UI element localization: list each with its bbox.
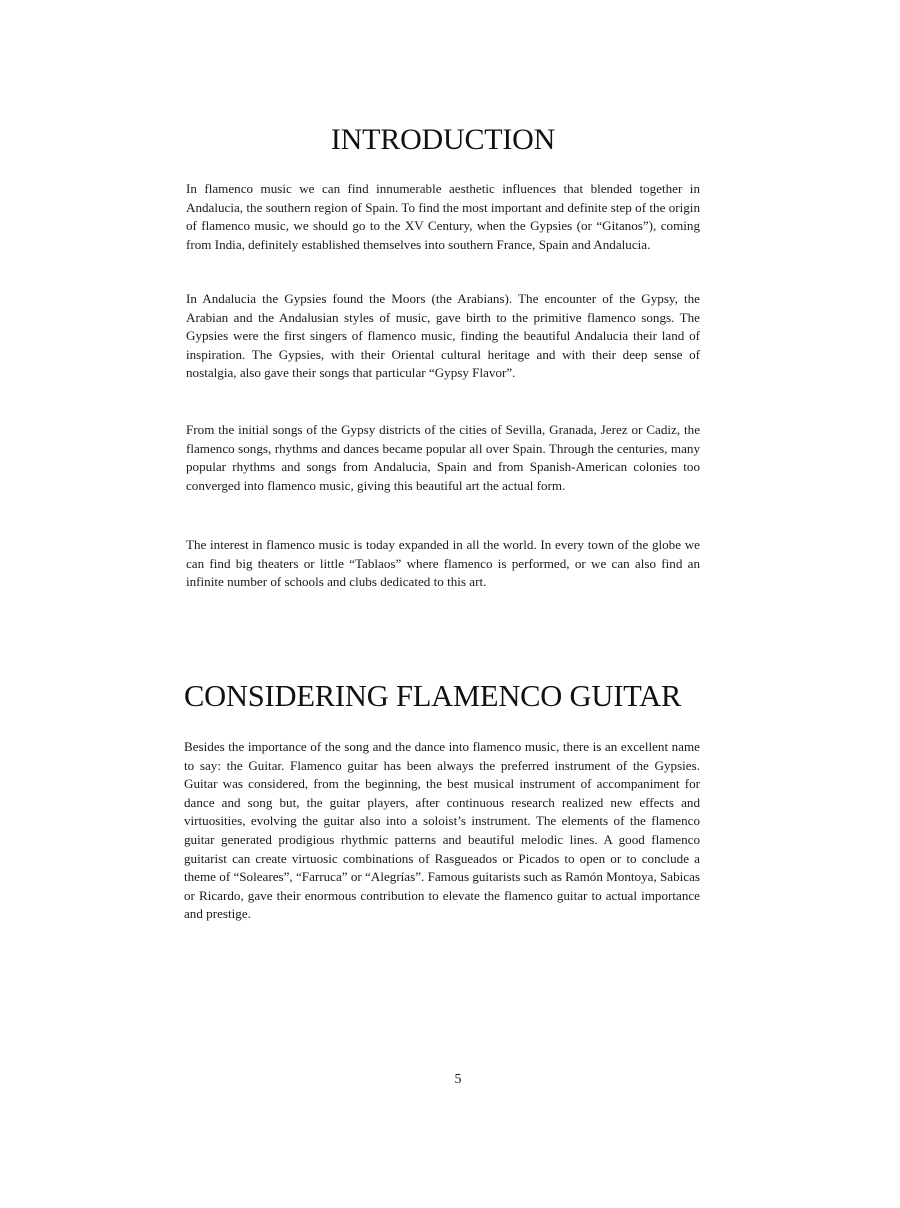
introduction-heading: INTRODUCTION [330,123,556,156]
flamenco-guitar-heading: CONSIDERING FLAMENCO GUITAR [184,679,682,713]
introduction-paragraph-1: In flamenco music we can find innumerable aesthetic influences that blended together in Andalucia, the southern region of Spain. To find the most important and definite step of the origin of flamenco music, we should go to the XV Century, when the Gypsies (or “Gitanos”), coming from India, definitely established themselves into southern France, Spain and Andalucia. [186,181,700,252]
flamenco-guitar-paragraph: Besides the importance of the song and the dance into flamenco music, there is an excellent name to say: the Guitar. Flamenco guitar has been always the preferred instrument of the Gypsies. Guitar was considered, from the beginning, the best musical instrument of accompaniment for dance and song but, the guitar players, after continuous research realized new effects and virtuosities, evolving the guitar also into a soloist’s instrument. The elements of the flamenco guitar generated prodigious rhythmic patterns and beautiful melodic lines. A good flamenco guitarist can create virtuosic combinations of Rasgueados or Picados to open or to conclude a theme of “Soleares”, “Farruca” or “Alegrías”. Famous guitarists such as Ramón Montoya, Sabicas or Ricardo, gave their enormous contribution to elevate the flamenco guitar to actual importance and prestige. [184,739,700,922]
introduction-paragraph-3: From the initial songs of the Gypsy districts of the cities of Sevilla, Granada, Jerez or Cadiz, the flamenco songs, rhythms and dances became popular all over Spain. Through the centuries, many popular rhythms and songs from Andalucia, Spain and from Spanish-American colonies too converged into flamenco music, giving this beautiful art the actual form. [186,422,700,493]
page-number: 5 [454,1072,462,1087]
introduction-paragraph-2: In Andalucia the Gypsies found the Moors (the Arabians). The encounter of the Gypsy, the Arabian and the Andalusian styles of music, gave birth to the primitive flamenco songs. The Gypsies were the first singers of flamenco music, finding the beautiful Andalucia their land of inspiration. The Gypsies, with their Oriental cultural heritage and with their deep sense of nostalgia, also gave their songs that particular “Gypsy Flavor”. [186,291,700,381]
introduction-paragraph-4: The interest in flamenco music is today expanded in all the world. In every town of the globe we can find big theaters or little “Tablaos” where flamenco is performed, or we can also find an infinite number of schools and clubs dedicated to this art. [186,537,700,590]
